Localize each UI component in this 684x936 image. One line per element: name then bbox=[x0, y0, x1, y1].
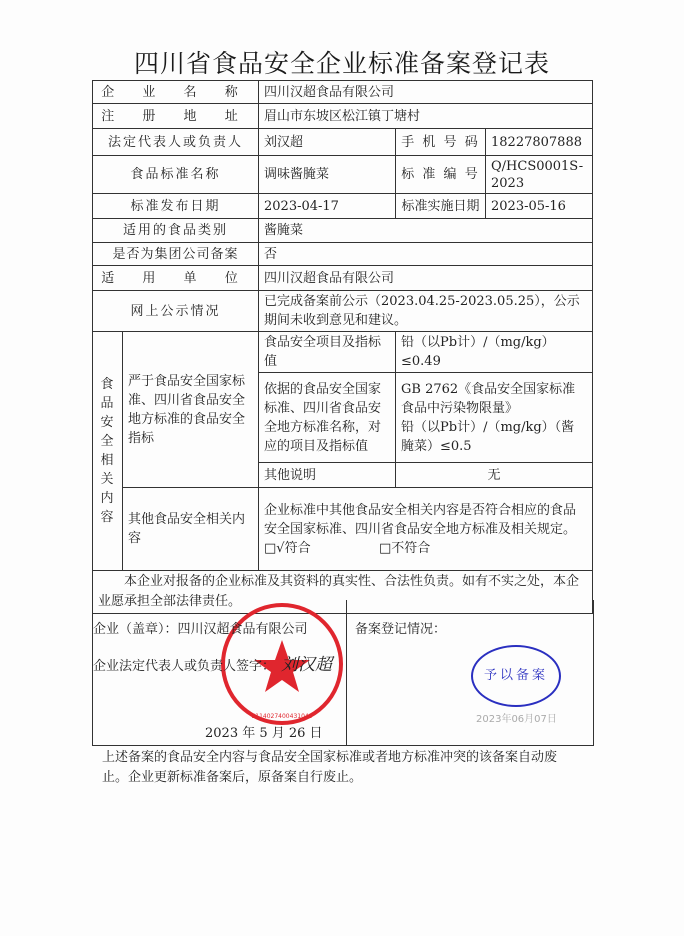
strict-label: 严于食品安全国家标准、四川省食品安全地方标准的食品安全指标 bbox=[123, 332, 259, 488]
value: 酱腌菜 bbox=[259, 219, 593, 243]
value: 刘汉超 bbox=[259, 129, 396, 156]
checkbox-conform[interactable]: □√符合 bbox=[264, 540, 311, 556]
label: 适用的食品类别 bbox=[93, 219, 259, 243]
value: 调味酱腌菜 bbox=[259, 156, 396, 194]
item-value: 铅（以Pb计）/（mg/kg）≤0.49 bbox=[396, 332, 593, 373]
record-label: 备案登记情况： bbox=[355, 622, 447, 637]
label: 法定代表人或负责人 bbox=[93, 129, 259, 156]
label-phone: 手 机 号 码 bbox=[396, 129, 486, 156]
row-safety-item bbox=[93, 332, 593, 373]
basis-value-limit: 铅（以Pb计）/（mg/kg）（酱腌菜）≤0.5 bbox=[401, 419, 575, 454]
value: 眉山市东坡区松江镇丁塘村 bbox=[259, 104, 593, 129]
declaration: 本企业对报备的企业标准及其资料的真实性、合法性负责。如有不实之处，本企业愿承担全部法律责任。 bbox=[93, 571, 593, 614]
rep-sign-line: 企业法定代表人或负责人签字： bbox=[93, 659, 276, 674]
filing-table bbox=[92, 80, 593, 614]
label: 标准发布日期 bbox=[93, 194, 259, 219]
label: 注 册 地 址 bbox=[93, 104, 259, 129]
record-stamp: 予以备案 bbox=[471, 645, 561, 707]
value-impl-date: 2023-05-16 bbox=[486, 194, 593, 219]
other-value-text: 企业标准中其他食品安全相关内容是否符合相应的食品安全国家标准、四川省食品安全地方标准及相关规定。 bbox=[264, 502, 577, 537]
svg-text:5114027400431040: 5114027400431040 bbox=[251, 713, 313, 720]
other-value bbox=[259, 488, 593, 571]
other-label: 其他食品安全相关内容 bbox=[123, 488, 259, 571]
label-impl-date: 标准实施日期 bbox=[396, 194, 486, 219]
value: 否 bbox=[259, 243, 593, 266]
section-label-text: 食品安全相关内容 bbox=[100, 377, 120, 525]
row-address bbox=[93, 104, 593, 129]
value: 2023-04-17 bbox=[259, 194, 396, 219]
page-title: 四川省食品安全企业标准备案登记表 bbox=[133, 49, 550, 78]
sign-date: 2023 年 5 月 26 日 bbox=[205, 726, 323, 741]
company-stamp-line: 企业（盖章）：四川汉超食品有限公司 bbox=[93, 622, 308, 637]
checkbox-not-conform[interactable]: □不符合 bbox=[379, 540, 431, 556]
value-standard-no: Q/HCS0001S-2023 bbox=[486, 156, 593, 194]
label: 企 业 名 称 bbox=[93, 81, 259, 104]
row-category bbox=[93, 219, 593, 243]
safety-section-label bbox=[93, 332, 123, 571]
label: 食品标准名称 bbox=[93, 156, 259, 194]
label: 是否为集团公司备案 bbox=[93, 243, 259, 266]
row-company-name bbox=[93, 81, 593, 104]
basis-value bbox=[396, 373, 593, 463]
row-legal-rep bbox=[93, 129, 593, 156]
row-dates bbox=[93, 194, 593, 219]
label: 适 用 单 位 bbox=[93, 266, 259, 291]
value-phone: 18227807888 bbox=[486, 129, 593, 156]
label: 网上公示情况 bbox=[93, 291, 259, 332]
handwritten-signature: 刘汉超 bbox=[281, 655, 332, 675]
label-standard-no: 标 准 编 号 bbox=[396, 156, 486, 194]
other-note-value: 无 bbox=[396, 463, 593, 488]
item-label: 食品安全项目及指标值 bbox=[259, 332, 396, 373]
row-group bbox=[93, 243, 593, 266]
signature-block bbox=[92, 600, 594, 746]
value: 四川汉超食品有限公司 bbox=[259, 81, 593, 104]
footer-note: 上述备案的食品安全内容与食品安全国家标准或者地方标准冲突的该备案自动废止。企业更新标准备案后，原备案自行废止。 bbox=[102, 750, 558, 785]
basis-value-standard: GB 2762《食品安全国家标准 食品中污染物限量》 bbox=[401, 381, 576, 416]
value: 四川汉超食品有限公司 bbox=[259, 266, 593, 291]
value: 已完成备案前公示（2023.04.25-2023.05.25），公示期间未收到意见和建议。 bbox=[259, 291, 593, 332]
row-publicity bbox=[93, 291, 593, 332]
row-unit bbox=[93, 266, 593, 291]
row-other-safety bbox=[93, 488, 593, 571]
row-standard-name bbox=[93, 156, 593, 194]
basis-label: 依据的食品安全国家标准、四川省食品安全地方标准名称，对应的项目及指标值 bbox=[259, 373, 396, 463]
other-note-label: 其他说明 bbox=[259, 463, 396, 488]
record-date: 2023年06月07日 bbox=[476, 714, 557, 725]
